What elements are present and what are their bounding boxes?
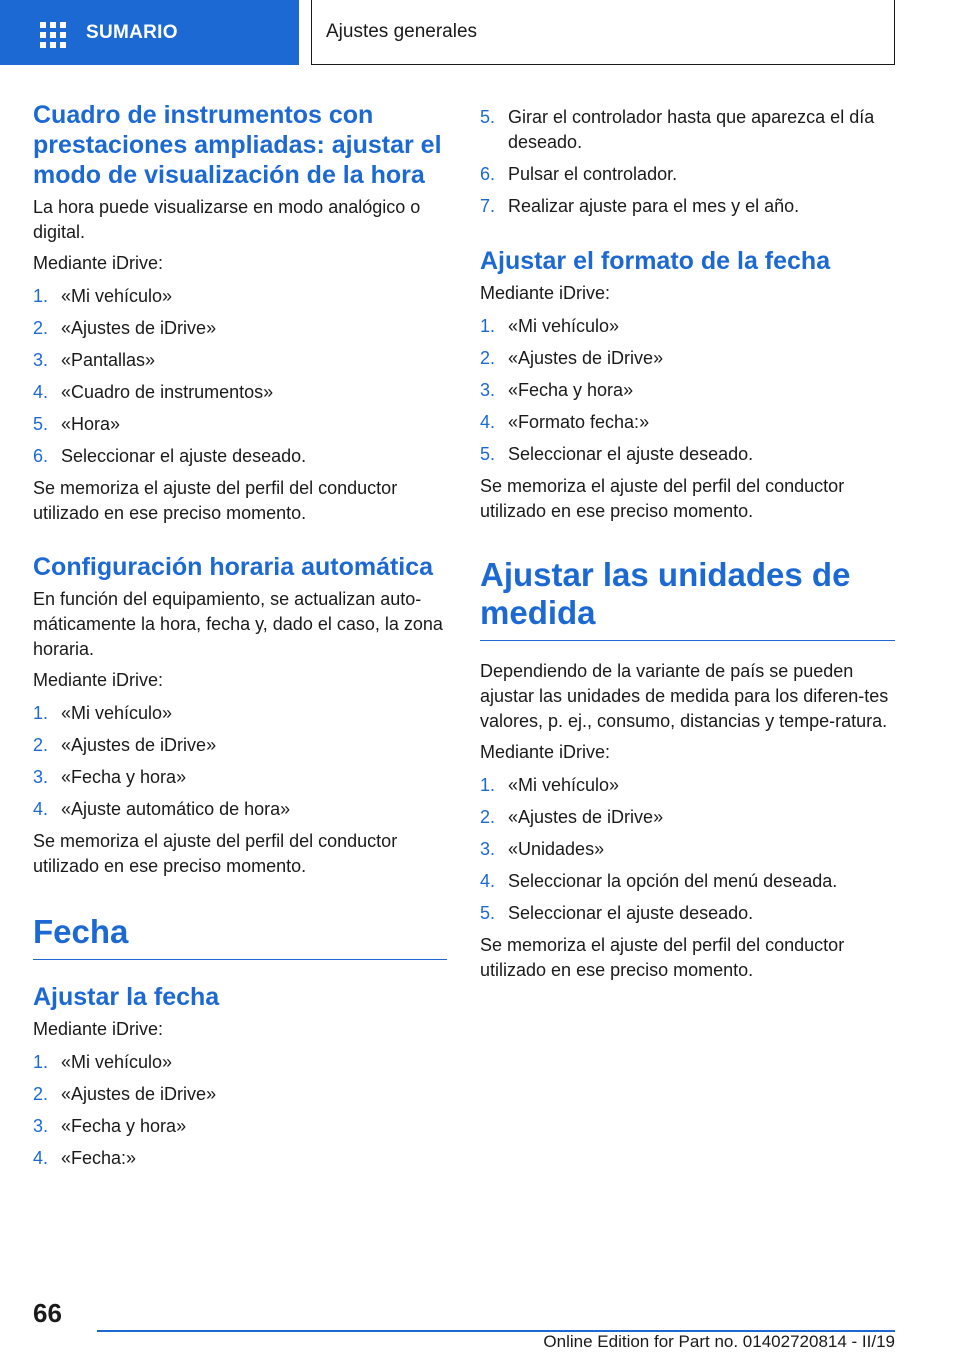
paragraph: La hora puede visualizarse en modo analógico o digital. xyxy=(33,197,421,242)
list-item xyxy=(33,1114,447,1139)
list-item xyxy=(480,194,895,219)
list-item xyxy=(33,444,447,469)
step-text: «Pantallas» xyxy=(61,350,156,370)
step-text: «Ajuste automático de hora» xyxy=(61,799,291,819)
step-number: 1. xyxy=(480,316,496,336)
paragraph: Mediante iDrive: xyxy=(33,1019,164,1039)
paragraph: Se memoriza el ajuste del perfil del conductor utilizado en ese preciso momento. xyxy=(480,476,845,521)
page-header xyxy=(0,0,960,66)
step-text: «Mi vehículo» xyxy=(61,703,173,723)
sumario-button[interactable] xyxy=(0,0,299,65)
list-item xyxy=(33,284,447,309)
list-item xyxy=(480,162,895,187)
paragraph: Mediante iDrive: xyxy=(33,670,164,690)
breadcrumb[interactable] xyxy=(311,0,895,65)
list-item xyxy=(480,314,895,339)
chapter-heading: Fecha xyxy=(33,913,447,960)
list-item xyxy=(33,701,447,726)
list-item xyxy=(480,901,895,926)
list-item xyxy=(33,797,447,822)
list-item xyxy=(33,733,447,758)
breadcrumb-label: Ajustes generales xyxy=(326,21,478,42)
step-list xyxy=(33,284,447,469)
list-item xyxy=(480,442,895,467)
step-number: 5. xyxy=(480,107,496,127)
step-number: 4. xyxy=(480,871,496,891)
list-item xyxy=(33,412,447,437)
list-item xyxy=(480,837,895,862)
section-title: Ajustar el formato de la fecha xyxy=(480,247,831,275)
step-number: 2. xyxy=(33,1084,49,1104)
step-number: 1. xyxy=(33,286,49,306)
paragraph: Mediante iDrive: xyxy=(33,253,164,273)
chapter-heading: Ajustar las unidades de medida xyxy=(480,556,895,641)
step-number: 3. xyxy=(480,839,496,859)
step-text: «Mi vehículo» xyxy=(61,286,173,306)
step-text: «Fecha y hora» xyxy=(61,1116,187,1136)
step-number: 6. xyxy=(480,164,496,184)
left-column xyxy=(33,100,447,1178)
list-item xyxy=(480,105,895,155)
list-item xyxy=(480,805,895,830)
step-number: 4. xyxy=(33,799,49,819)
step-number: 4. xyxy=(480,412,496,432)
sumario-label: SUMARIO xyxy=(86,21,178,43)
list-item xyxy=(33,380,447,405)
step-text: «Fecha:» xyxy=(61,1148,137,1168)
step-number: 6. xyxy=(33,446,49,466)
step-text: «Mi vehículo» xyxy=(508,316,620,336)
step-text: «Ajustes de iDrive» xyxy=(61,318,217,338)
grid-menu-icon xyxy=(40,22,66,44)
step-text: «Ajustes de iDrive» xyxy=(61,1084,217,1104)
step-text: Seleccionar el ajuste deseado. xyxy=(61,446,307,466)
step-number: 3. xyxy=(33,767,49,787)
step-number: 2. xyxy=(480,807,496,827)
step-number: 7. xyxy=(480,196,496,216)
section-title: Ajustar la fecha xyxy=(33,983,220,1011)
step-list xyxy=(480,773,895,926)
step-number: 2. xyxy=(33,735,49,755)
list-item xyxy=(33,1146,447,1171)
step-text: «Ajustes de iDrive» xyxy=(508,348,664,368)
step-list xyxy=(480,105,895,219)
section-title: Configuración horaria automática xyxy=(33,553,434,581)
step-text: «Hora» xyxy=(61,414,121,434)
step-text: «Formato fecha:» xyxy=(508,412,650,432)
paragraph: Se memoriza el ajuste del perfil del conductor utilizado en ese preciso momento. xyxy=(33,831,398,876)
step-number: 2. xyxy=(33,318,49,338)
step-text: Seleccionar la opción del menú deseada. xyxy=(508,871,838,891)
list-item xyxy=(480,773,895,798)
step-text: «Mi vehículo» xyxy=(61,1052,173,1072)
step-text: Girar el controlador hasta que aparezca el día deseado. xyxy=(508,107,875,152)
paragraph: Se memoriza el ajuste del perfil del conductor utilizado en ese preciso momento. xyxy=(480,935,845,980)
paragraph: Se memoriza el ajuste del perfil del conductor utilizado en ese preciso momento. xyxy=(33,478,398,523)
step-number: 3. xyxy=(480,380,496,400)
step-list xyxy=(480,314,895,467)
step-number: 1. xyxy=(480,775,496,795)
list-item xyxy=(33,1050,447,1075)
list-item xyxy=(480,346,895,371)
step-text: «Cuadro de instrumentos» xyxy=(61,382,274,402)
list-item xyxy=(480,410,895,435)
step-number: 1. xyxy=(33,703,49,723)
list-item xyxy=(33,765,447,790)
list-item xyxy=(480,378,895,403)
step-number: 3. xyxy=(33,350,49,370)
step-number: 5. xyxy=(480,444,496,464)
step-number: 1. xyxy=(33,1052,49,1072)
step-number: 5. xyxy=(33,414,49,434)
step-number: 3. xyxy=(33,1116,49,1136)
step-text: Seleccionar el ajuste deseado. xyxy=(508,903,754,923)
paragraph: Mediante iDrive: xyxy=(480,742,611,762)
step-number: 4. xyxy=(33,382,49,402)
list-item xyxy=(33,348,447,373)
step-text: «Ajustes de iDrive» xyxy=(61,735,217,755)
list-item xyxy=(480,869,895,894)
step-list xyxy=(33,1050,447,1171)
step-text: Pulsar el controlador. xyxy=(508,164,678,184)
step-text: «Ajustes de iDrive» xyxy=(508,807,664,827)
footer-edition: Online Edition for Part no. 01402720814 - II/19 xyxy=(543,1332,895,1351)
step-text: «Fecha y hora» xyxy=(508,380,634,400)
paragraph: En función del equipamiento, se actualizan auto‐máticamente la hora, fecha y, dado el caso, la zona horaria. xyxy=(33,589,443,659)
page-number: 66 xyxy=(33,1298,62,1328)
step-number: 5. xyxy=(480,903,496,923)
section-title: Cuadro de instrumentos con prestaciones ampliadas: ajustar el modo de visualización de la hora xyxy=(33,101,442,189)
list-item xyxy=(33,1082,447,1107)
right-column xyxy=(480,100,895,989)
step-number: 4. xyxy=(33,1148,49,1168)
step-text: Seleccionar el ajuste deseado. xyxy=(508,444,754,464)
step-text: «Fecha y hora» xyxy=(61,767,187,787)
step-list xyxy=(33,701,447,822)
step-number: 2. xyxy=(480,348,496,368)
step-text: «Unidades» xyxy=(508,839,605,859)
step-text: «Mi vehículo» xyxy=(508,775,620,795)
step-text: Realizar ajuste para el mes y el año. xyxy=(508,196,800,216)
paragraph: Mediante iDrive: xyxy=(480,283,611,303)
paragraph: Dependiendo de la variante de país se pueden ajustar las unidades de medida para los diferen‐tes valores, p. ej., consumo, distancias y tempe‐ratura. xyxy=(480,661,889,731)
list-item xyxy=(33,316,447,341)
